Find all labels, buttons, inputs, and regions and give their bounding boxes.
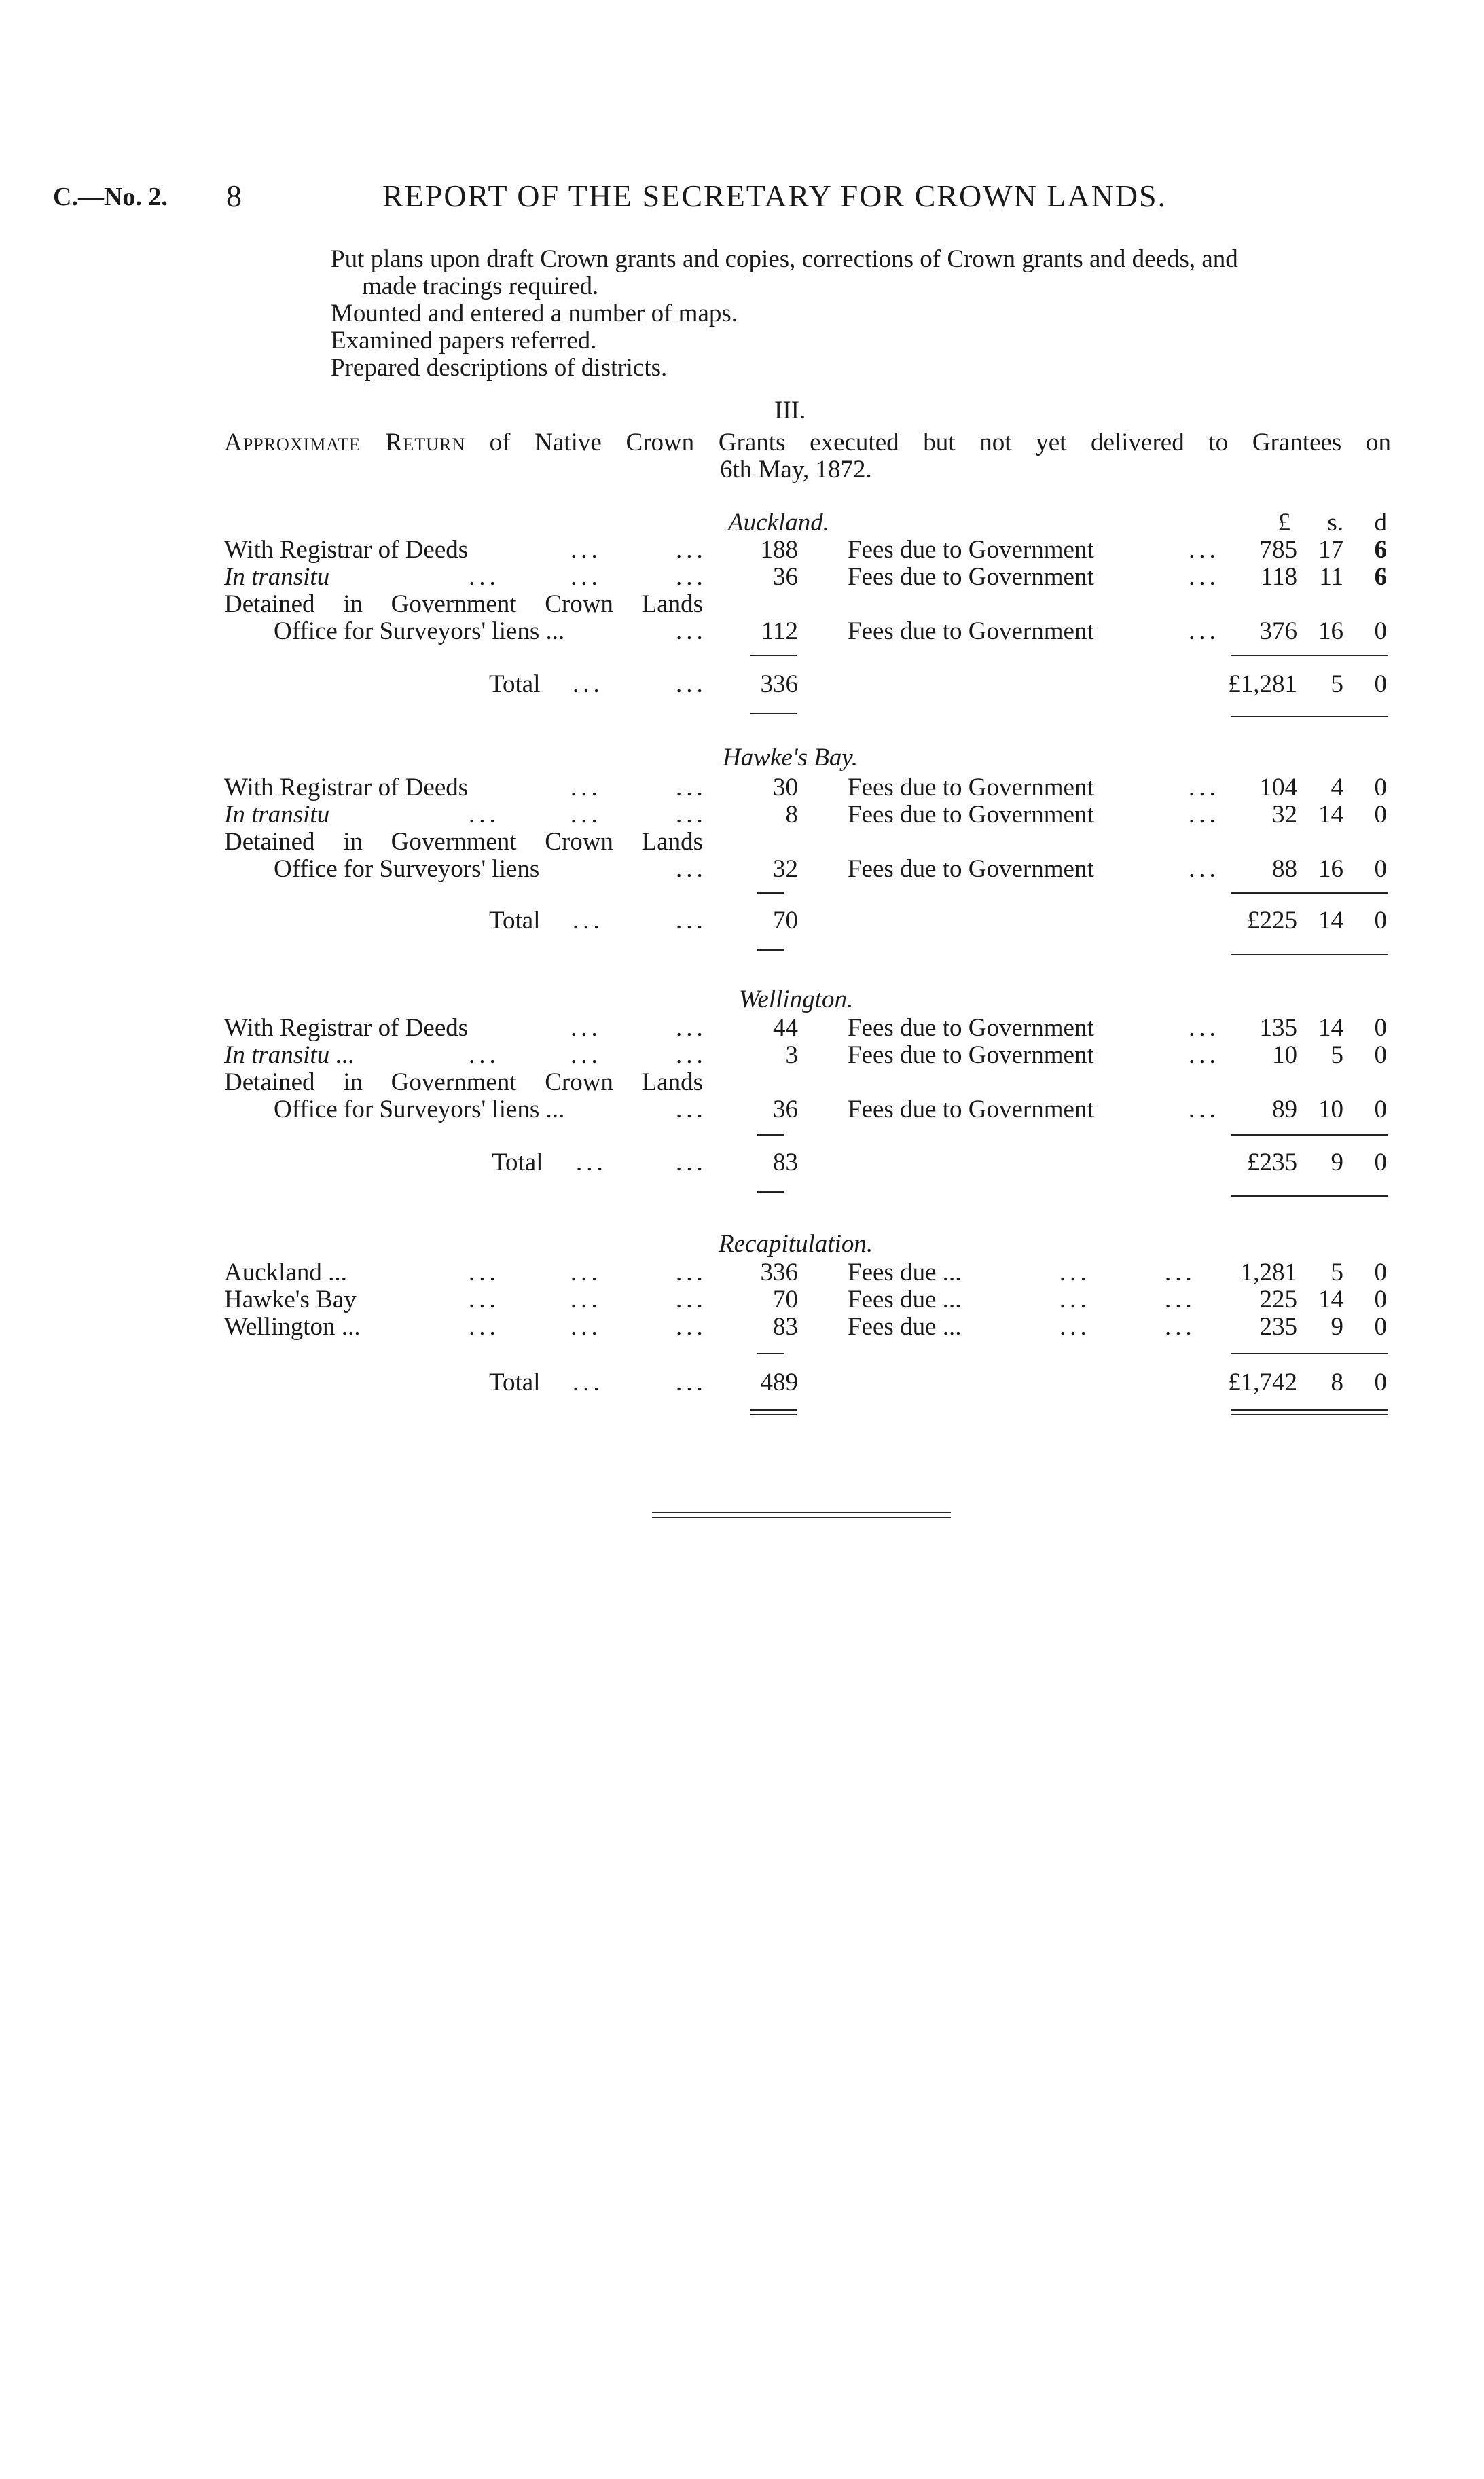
total-rule: [1231, 1195, 1388, 1197]
row-label-line1: Detained in Government Crown Lands: [224, 828, 703, 856]
leader-dots: ...: [469, 1259, 500, 1286]
leader-dots: ...: [676, 1041, 707, 1069]
fees-label: Fees due to Government: [848, 536, 1094, 564]
amount-shillings: 14: [1318, 801, 1343, 829]
total-shillings: 14: [1318, 907, 1343, 935]
fees-label: Fees due to Government: [848, 1014, 1094, 1042]
recap-pence: 0: [1374, 1286, 1387, 1314]
amount-pounds: 118: [1260, 563, 1297, 591]
recap-total-shillings: 8: [1331, 1369, 1343, 1396]
row-label: In transitu: [224, 563, 330, 591]
leader-dots: ...: [1189, 563, 1220, 591]
recap-pounds: 235: [1259, 1313, 1297, 1341]
shillings-header: s.: [1327, 509, 1343, 537]
leader-dots: ...: [573, 907, 604, 935]
recap-count: 336: [760, 1259, 798, 1286]
amount-shillings: 14: [1318, 1014, 1343, 1042]
fees-label: Fees due to Government: [848, 1041, 1094, 1069]
leader-dots: ...: [1165, 1259, 1196, 1286]
section-number: III.: [774, 397, 806, 424]
recap-total-pounds: £1,742: [1228, 1369, 1297, 1396]
row-label: Office for Surveyors' liens: [274, 855, 540, 883]
leader-dots: ...: [676, 617, 707, 645]
leader-dots: ...: [676, 563, 707, 591]
amount-pounds: 32: [1272, 801, 1297, 829]
closing-rule: [652, 1512, 951, 1518]
row-label: Office for Surveyors' liens ...: [274, 1096, 565, 1123]
recap-pence: 0: [1374, 1259, 1387, 1286]
total-pounds: £1,281: [1228, 670, 1297, 698]
amount-pounds: 135: [1259, 1014, 1297, 1042]
leader-dots: ...: [1165, 1286, 1196, 1314]
leader-dots: ...: [571, 1041, 602, 1069]
total-pounds: £225: [1247, 907, 1297, 935]
sum-rule: [757, 1353, 784, 1354]
total-double-rule: [1231, 1409, 1388, 1415]
page-number: 8: [226, 179, 242, 213]
leader-dots: ...: [1165, 1313, 1196, 1341]
leader-dots: ...: [573, 1369, 604, 1396]
amount-pence: 0: [1374, 801, 1387, 829]
total-label: Total: [492, 1148, 543, 1176]
total-pence: 0: [1374, 907, 1387, 935]
total-rule: [1231, 716, 1388, 717]
sum-rule: [1231, 655, 1388, 656]
leader-dots: ...: [571, 1313, 602, 1341]
grant-count: 30: [773, 774, 798, 801]
sum-rule: [757, 1134, 784, 1136]
amount-pounds: 376: [1259, 617, 1297, 645]
leader-dots: ...: [1060, 1259, 1091, 1286]
leader-dots: ...: [1189, 536, 1220, 564]
sum-rule: [1231, 1134, 1388, 1136]
leader-dots: ...: [573, 670, 604, 698]
amount-pounds: 785: [1259, 536, 1297, 564]
row-label-line1: Detained in Government Crown Lands: [224, 1068, 703, 1096]
grant-count: 8: [785, 801, 798, 829]
pence-header: d: [1374, 509, 1387, 537]
amount-pence: 6: [1374, 563, 1387, 591]
grant-count: 188: [760, 536, 798, 564]
grant-count: 32: [773, 855, 798, 883]
amount-shillings: 10: [1318, 1096, 1343, 1123]
total-pounds: £235: [1247, 1148, 1297, 1176]
leader-dots: ...: [676, 536, 707, 564]
document-reference: C.—No. 2.: [53, 183, 168, 211]
return-title-lead: Approximate Return: [224, 429, 465, 456]
sum-rule: [757, 892, 784, 894]
leader-dots: ...: [1189, 801, 1220, 829]
total-rule: [757, 1191, 784, 1193]
row-label: Office for Surveyors' liens ...: [274, 617, 565, 645]
fees-label: Fees due to Government: [848, 855, 1094, 883]
amount-pence: 0: [1374, 774, 1387, 801]
section-heading-hawkes-bay: Hawke's Bay.: [723, 744, 858, 772]
row-label: With Registrar of Deeds: [224, 774, 469, 801]
leader-dots: ...: [576, 1148, 607, 1176]
amount-pence: 0: [1374, 617, 1387, 645]
section-heading-recapitulation: Recapitulation.: [719, 1230, 873, 1258]
leader-dots: ...: [1060, 1313, 1091, 1341]
total-pence: 0: [1374, 670, 1387, 698]
leader-dots: ...: [676, 1369, 707, 1396]
fees-label: Fees due to Government: [848, 1096, 1094, 1123]
total-label: Total: [489, 1369, 541, 1396]
amount-shillings: 11: [1319, 563, 1343, 591]
leader-dots: ...: [1060, 1286, 1091, 1314]
leader-dots: ...: [676, 670, 707, 698]
total-count: 336: [760, 670, 798, 698]
row-label-line1: Detained in Government Crown Lands: [224, 590, 703, 618]
recap-total-count: 489: [760, 1369, 798, 1396]
amount-shillings: 16: [1318, 617, 1343, 645]
amount-pounds: 89: [1272, 1096, 1297, 1123]
leader-dots: ...: [676, 1148, 707, 1176]
fees-label: Fees due ...: [848, 1313, 962, 1341]
amount-pence: 0: [1374, 1041, 1387, 1069]
recap-shillings: 14: [1318, 1286, 1343, 1314]
leader-dots: ...: [1189, 1096, 1220, 1123]
leader-dots: ...: [469, 801, 500, 829]
recap-shillings: 5: [1331, 1259, 1343, 1286]
return-title: [224, 429, 1391, 456]
recap-shillings: 9: [1331, 1313, 1343, 1341]
leader-dots: ...: [676, 774, 707, 801]
leader-dots: ...: [571, 563, 602, 591]
leader-dots: ...: [1189, 617, 1220, 645]
amount-shillings: 17: [1318, 536, 1343, 564]
grant-count: 112: [761, 617, 798, 645]
total-rule: [750, 713, 797, 714]
amount-pence: 6: [1374, 536, 1387, 564]
recap-row-label: Hawke's Bay: [224, 1286, 357, 1314]
leader-dots: ...: [571, 774, 602, 801]
leader-dots: ...: [1189, 774, 1220, 801]
section-heading-wellington: Wellington.: [739, 985, 854, 1013]
fees-label: Fees due to Government: [848, 563, 1094, 591]
section-heading-auckland: Auckland.: [728, 509, 829, 537]
total-double-rule: [750, 1409, 797, 1415]
amount-pounds: 104: [1259, 774, 1297, 801]
leader-dots: ...: [469, 1313, 500, 1341]
recap-pounds: 225: [1259, 1286, 1297, 1314]
leader-dots: ...: [1189, 1041, 1220, 1069]
recap-pounds: 1,281: [1240, 1259, 1297, 1286]
total-label: Total: [489, 907, 541, 935]
total-label: Total: [489, 670, 541, 698]
leader-dots: ...: [676, 801, 707, 829]
leader-dots: ...: [571, 536, 602, 564]
row-label: In transitu: [224, 801, 330, 829]
intro-line: Put plans upon draft Crown grants and copies, corrections of Crown grants and deeds, and: [331, 245, 1238, 273]
return-title-date: 6th May, 1872.: [720, 456, 872, 484]
leader-dots: ...: [1189, 855, 1220, 883]
leader-dots: ...: [469, 1286, 500, 1314]
fees-label: Fees due to Government: [848, 801, 1094, 829]
grant-count: 36: [773, 563, 798, 591]
leader-dots: ...: [571, 801, 602, 829]
leader-dots: ...: [676, 1286, 707, 1314]
recap-row-label: Wellington ...: [224, 1313, 361, 1341]
leader-dots: ...: [676, 855, 707, 883]
intro-line: Examined papers referred.: [331, 327, 597, 355]
grant-count: 3: [785, 1041, 798, 1069]
sum-rule: [1231, 1353, 1388, 1354]
leader-dots: ...: [571, 1014, 602, 1042]
leader-dots: ...: [1189, 1014, 1220, 1042]
intro-line: Prepared descriptions of districts.: [331, 354, 668, 382]
amount-pounds: 88: [1272, 855, 1297, 883]
total-shillings: 5: [1331, 670, 1343, 698]
fees-label: Fees due ...: [848, 1286, 962, 1314]
leader-dots: ...: [676, 907, 707, 935]
pounds-header: £: [1278, 509, 1290, 537]
row-label: With Registrar of Deeds: [224, 536, 469, 564]
intro-line: made tracings required.: [362, 272, 599, 300]
leader-dots: ...: [469, 1041, 500, 1069]
leader-dots: ...: [676, 1014, 707, 1042]
return-title-rest: of Native Crown Grants executed but not yet delivered to Grantees on: [489, 429, 1391, 456]
amount-pence: 0: [1374, 1096, 1387, 1123]
leader-dots: ...: [676, 1096, 707, 1123]
fees-label: Fees due to Government: [848, 774, 1094, 801]
recap-pence: 0: [1374, 1313, 1387, 1341]
recap-total-pence: 0: [1374, 1369, 1387, 1396]
amount-pence: 0: [1374, 855, 1387, 883]
amount-shillings: 4: [1331, 774, 1343, 801]
recap-count: 83: [773, 1313, 798, 1341]
sum-rule: [1231, 892, 1388, 894]
sum-rule: [750, 655, 797, 656]
row-label: With Registrar of Deeds: [224, 1014, 469, 1042]
grant-count: 44: [773, 1014, 798, 1042]
total-count: 83: [773, 1148, 798, 1176]
amount-shillings: 16: [1318, 855, 1343, 883]
total-count: 70: [773, 907, 798, 935]
leader-dots: ...: [571, 1286, 602, 1314]
recap-count: 70: [773, 1286, 798, 1314]
intro-line: Mounted and entered a number of maps.: [331, 300, 738, 327]
page-title: REPORT OF THE SECRETARY FOR CROWN LANDS.: [382, 179, 1168, 213]
total-pence: 0: [1374, 1148, 1387, 1176]
leader-dots: ...: [676, 1259, 707, 1286]
amount-pounds: 10: [1272, 1041, 1297, 1069]
fees-label: Fees due ...: [848, 1259, 962, 1286]
total-rule: [757, 949, 784, 951]
leader-dots: ...: [676, 1313, 707, 1341]
total-shillings: 9: [1331, 1148, 1343, 1176]
leader-dots: ...: [571, 1259, 602, 1286]
fees-label: Fees due to Government: [848, 617, 1094, 645]
leader-dots: ...: [469, 563, 500, 591]
amount-shillings: 5: [1331, 1041, 1343, 1069]
total-rule: [1231, 954, 1388, 955]
row-label: In transitu ...: [224, 1041, 355, 1069]
recap-row-label: Auckland ...: [224, 1259, 347, 1286]
grant-count: 36: [773, 1096, 798, 1123]
amount-pence: 0: [1374, 1014, 1387, 1042]
